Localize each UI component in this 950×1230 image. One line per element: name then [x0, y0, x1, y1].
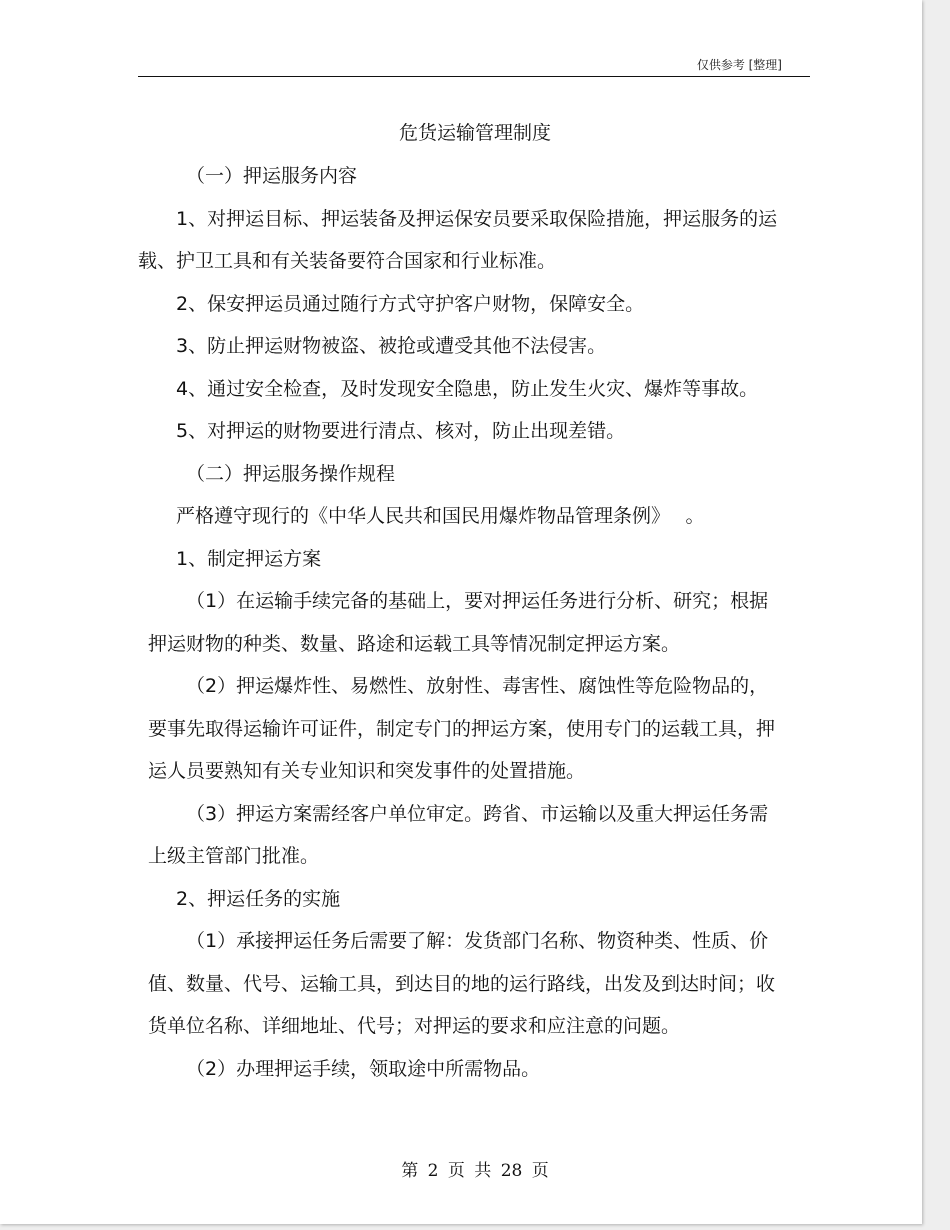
page-number: 第 2 页 共 28 页 [401, 1161, 549, 1181]
paragraph: 3、防止押运财物被盗、被抢或遭受其他不法侵害。 [176, 335, 607, 357]
header-label: 仅供参考 [整理] [696, 58, 782, 72]
paragraph: 2、保安押运员通过随行方式守护客户财物，保障安全。 [176, 292, 645, 315]
document-title: 危货运输管理制度 [398, 122, 551, 144]
paragraph: 4、通过安全检查，及时发现安全隐患，防止发生火灾、爆炸等事故。 [176, 377, 759, 400]
paragraph: 2、押运任务的实施 [176, 887, 341, 910]
paragraph: （3）押运方案需经客户单位审定。跨省、市运输以及重大押运任务需上级主管部门批准。 [148, 802, 769, 867]
paragraph: （2）办理押运手续，领取途中所需物品。 [186, 1057, 541, 1080]
paragraph: （2）押运爆炸性、易燃性、放射性、毒害性、腐蚀性等危险物品的，要事先取得运输许可证件，制定专门的押运方案，使用专门的运载工具，押运人员要熟知有关专业知识和突发事件的处置措施。 [148, 675, 776, 782]
paragraph: （1）在运输手续完备的基础上，要对押运任务进行分析、研究；根据押运财物的种类、数量、路途和运载工具等情况制定押运方案。 [148, 590, 769, 655]
paragraph: （1）承接押运任务后需要了解：发货部门名称、物资种类、性质、价值、数量、代号、运输工具，到达目的地的运行路线，出发及到达时间；收货单位名称、详细地址、代号；对押运的要求和应注意的问题。 [148, 930, 776, 1037]
header-rule [138, 76, 810, 77]
paragraph: 严格遵守现行的《中华人民共和国民用爆炸物品管理条例》 。 [176, 505, 705, 527]
paragraph: 1、制定押运方案 [176, 547, 322, 570]
section-heading: （二）押运服务操作规程 [186, 462, 396, 485]
section-heading: （一）押运服务内容 [186, 165, 358, 187]
paragraph: 1、对押运目标、押运装备及押运保安员要采取保险措施，押运服务的运载、护卫工具和有关装备要符合国家和行业标准。 [138, 207, 778, 272]
document-body [138, 155, 778, 1090]
paragraph: 5、对押运的财物要进行清点、核对，防止出现差错。 [176, 420, 626, 442]
